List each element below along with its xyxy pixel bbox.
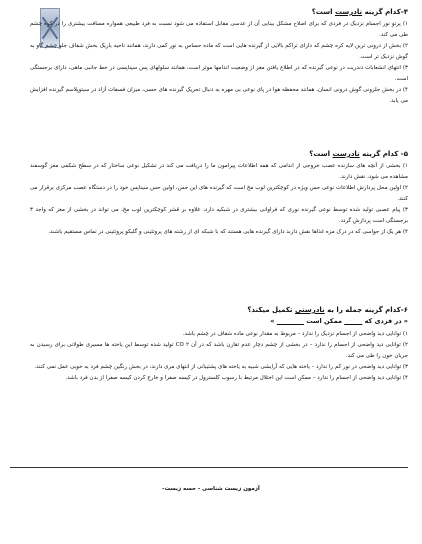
question-4-title-prefix: ۴-کدام گزینه <box>364 8 408 16</box>
question-6-title <box>30 306 408 314</box>
question-4-option-4: ۴) در بخش حلزونی گوش درونی انسان، همانند محفظه هوا در پای نوعی بی مهره به دنبال تحریک گیرنده های حسی، میزان فسفات آزاد در سیتوپلاسم گیرنده افزایش می یابد. <box>30 87 408 104</box>
question-4-title-keyword: نادرست <box>334 8 363 16</box>
question-6-title-suffix: تکمیل میکند؟ <box>247 306 293 314</box>
question-5-option-4: ۴) هر یک از حواسی که در درک مزه غذاها نقش دارند دارای گیرنده هایی هستند که با شبکه ای از رشته های پروتئینی و گلیکو پروتئینی در تماس مستقیم باشند. <box>48 229 408 235</box>
question-5-title-prefix: ۵- کدام گزینه <box>362 150 408 158</box>
question-5-title-suffix: است؟ <box>309 150 331 158</box>
question-5-option-3: ۳) پیام عصبی تولید شده توسط نوعی گیرنده نوری که فراوانی بیشتری در شبکیه دارد، علاوه بر قشر کوچکترین لوب مخ، می تواند در بخشی از مغز که واجد ۳ برجستگی است پردازش گردد. <box>30 207 408 224</box>
question-6 <box>30 306 408 384</box>
question-5-title-keyword: نادرست <box>332 150 360 158</box>
question-6-subtitle-mid: ممکن است <box>306 317 342 325</box>
footer-divider <box>10 467 408 468</box>
question-6-subtitle-suffix: » <box>270 317 275 325</box>
question-6-subtitle-prefix: « در فردی که <box>364 317 408 325</box>
question-6-title-keyword: نادرستی <box>294 306 325 314</box>
question-6-option-4: ۴) توانایی دید واضحی از اجسام را ندارد – ممکن است این اختلال مرتبط با رسوب کلسترول در کیسه صفرا و خارج کردن کیسه صفرا از بدن فرد باشد. <box>65 375 408 381</box>
question-6-option-2: ۲) توانایی دید واضحی از اجسام را ندارد – در بخشی از چشم دچار عدم تقارن باشد که در آن CO ۲ تولید شده توسط این یاخته ها مسیری طولانی برای رسیدن به جریان خون را طی می کند. <box>30 342 409 359</box>
question-5-option-1: ۱) بخشی از آنچه های سازنده عصب خروجی از اندامی که همه اطلاعات پیرامون ما را دریافت می کند در تشکیل نوعی ساختار که در سطح شکمی مغز گوسفند مشاهده می شود، نقش دارند. <box>30 163 408 180</box>
question-4-option-3: ۳) انتهای انشعابات دندریت در نوعی گیرنده که در اطلاع یافتن مغز از وضعیت اندامها موثر است، همانند سلولهای پس سیناپسی در خط جانبی ماهی، دارای برجستگی است. <box>30 65 408 82</box>
question-5-title <box>30 150 408 158</box>
question-5-option-2: ۲) اولین محل پردازش اطلاعات نوعی حس ویژه در کوچکترین لوب مخ است که گیرنده های این حس، اولین حس سیناپس خود را در دستگاه عصب مرکزی برقرار می کنند. <box>30 185 408 202</box>
question-4-option-1: ۱) پرتو نور اجسام نزدیک در فردی که برای اصلاح مشکل بینایی آن از عدسی مقابل استفاده می شود نسبت به فرد طبیعی همواره مسافت بیشتری را در کره چشم طی می کند. <box>30 21 408 38</box>
question-4-title <box>30 8 408 16</box>
question-6-subtitle <box>30 317 408 325</box>
question-5 <box>30 150 408 238</box>
footer-text: آزمون زیست شناسی - حسه زیست- <box>162 486 260 492</box>
question-6-title-prefix: ۶-کدام گزینه جمله را به <box>327 306 408 314</box>
question-6-option-3: ۳) توانایی دید واضحی در نور کم را ندارد – یاخته هایی که آرایشی شبیه به یاخته های پشتیبانی از انتهای مری دارند، در بخش رنگین چشم فرد به خوبی عمل نمی کنند. <box>34 364 408 370</box>
question-4-option-2: ۲) بخش از درونی ترین لایه کره چشم که دارای تراکم بالایی از گیرنده هایی است که ماده حساس به نور کمی دارند، همانند ناحیه باریک بخش شفاف جلو چشم گاو به گوش نزدیک تر است. <box>30 43 408 60</box>
question-4-title-suffix: است؟ <box>311 8 333 16</box>
question-6-option-1: ۱) توانایی دید واضحی از اجسام نزدیک را ندارد – مربوط به مقدار نوعی ماده شفاف در چشم باشد. <box>182 331 408 337</box>
question-4 <box>30 8 408 107</box>
